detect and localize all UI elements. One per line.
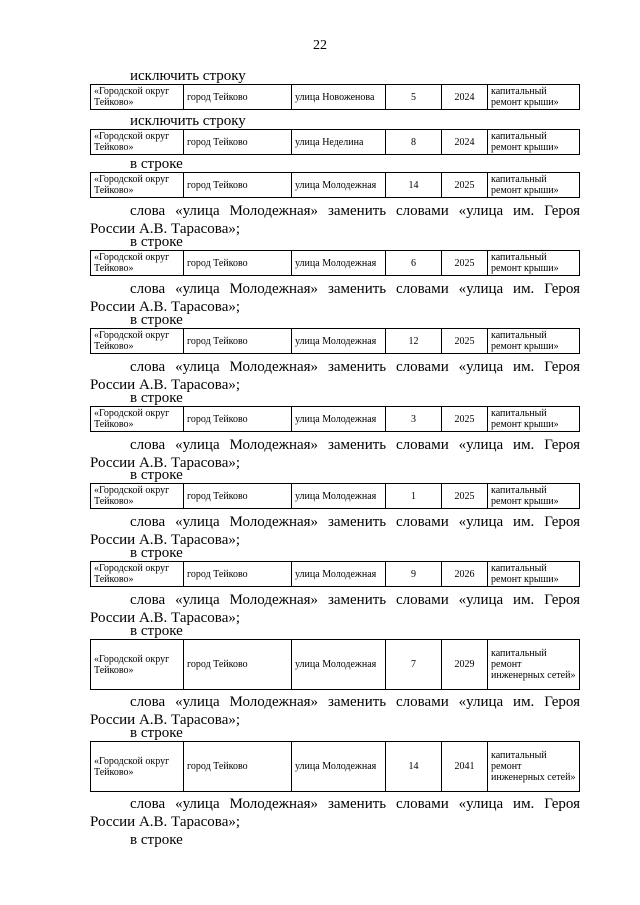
amendment-block	[90, 234, 580, 315]
cell-house: 3	[386, 407, 442, 432]
cell-work: капитальный ремонт крыши»	[488, 85, 580, 110]
amendment-block	[90, 467, 580, 548]
cell-city: город Тейково	[184, 562, 292, 587]
amendment-block	[90, 312, 580, 393]
cell-house: 7	[386, 640, 442, 690]
amendment-block	[90, 68, 580, 110]
amendment-block	[90, 390, 580, 471]
replace-text-cont: России А.В. Тарасова»;	[90, 455, 241, 471]
table-row	[90, 328, 580, 354]
cell-house: 8	[386, 130, 442, 155]
cell-house: 9	[386, 562, 442, 587]
cell-house: 12	[386, 329, 442, 354]
table-row	[90, 172, 580, 198]
cell-city: город Тейково	[184, 742, 292, 792]
cell-city: город Тейково	[184, 484, 292, 509]
cell-street: улица Новоженова	[292, 85, 386, 110]
amendment-block	[90, 725, 580, 848]
cell-year: 2025	[442, 407, 488, 432]
table-row	[90, 250, 580, 276]
cell-year: 2026	[442, 562, 488, 587]
cell-work: капитальный ремонт крыши»	[488, 562, 580, 587]
replace-text: слова «улица Молодежная» заменить словами «улица им. Героя	[130, 281, 580, 297]
instruction-text: в строке	[130, 156, 183, 172]
cell-district: «Городской округ Тейково»	[91, 130, 184, 155]
cell-year: 2025	[442, 173, 488, 198]
instruction-text: в строке	[130, 725, 183, 741]
cell-house: 14	[386, 742, 442, 792]
replace-text-cont: России А.В. Тарасова»;	[90, 814, 241, 830]
cell-work: капитальный ремонт крыши»	[488, 130, 580, 155]
replace-text: слова «улица Молодежная» заменить словами «улица им. Героя	[130, 514, 580, 530]
cell-street: улица Молодежная	[292, 173, 386, 198]
cell-work: капитальный ремонт инженерных сетей»	[488, 640, 580, 690]
cell-house: 1	[386, 484, 442, 509]
replace-text: слова «улица Молодежная» заменить словами «улица им. Героя	[130, 203, 580, 219]
cell-city: город Тейково	[184, 251, 292, 276]
amendment-block	[90, 623, 580, 728]
replace-text-cont: России А.В. Тарасова»;	[90, 610, 241, 626]
cell-district: «Городской округ Тейково»	[91, 407, 184, 432]
instruction-text: в строке	[130, 234, 183, 250]
table-row	[90, 483, 580, 509]
replace-text: слова «улица Молодежная» заменить словами «улица им. Героя	[130, 592, 580, 608]
amendment-block	[90, 156, 580, 237]
cell-work: капитальный ремонт крыши»	[488, 329, 580, 354]
cell-city: город Тейково	[184, 173, 292, 198]
cell-city: город Тейково	[184, 329, 292, 354]
cell-street: улица Молодежная	[292, 484, 386, 509]
cell-district: «Городской округ Тейково»	[91, 742, 184, 792]
cell-city: город Тейково	[184, 85, 292, 110]
cell-street: улица Молодежная	[292, 562, 386, 587]
cell-district: «Городской округ Тейково»	[91, 251, 184, 276]
cell-year: 2024	[442, 130, 488, 155]
cell-house: 6	[386, 251, 442, 276]
cell-district: «Городской округ Тейково»	[91, 640, 184, 690]
replace-text-cont: России А.В. Тарасова»;	[90, 532, 241, 548]
cell-city: город Тейково	[184, 640, 292, 690]
cell-year: 2025	[442, 251, 488, 276]
cell-street: улица Молодежная	[292, 742, 386, 792]
cell-street: улица Молодежная	[292, 640, 386, 690]
cell-year: 2025	[442, 329, 488, 354]
cell-work: капитальный ремонт крыши»	[488, 484, 580, 509]
cell-city: город Тейково	[184, 130, 292, 155]
table-row	[90, 639, 580, 690]
table-row	[90, 129, 580, 155]
cell-district: «Городской округ Тейково»	[91, 484, 184, 509]
instruction-text: в строке	[130, 623, 183, 639]
instruction-text: в строке	[130, 832, 183, 848]
cell-street: улица Неделина	[292, 130, 386, 155]
replace-text-cont: России А.В. Тарасова»;	[90, 299, 241, 315]
table-row	[90, 406, 580, 432]
cell-work: капитальный ремонт крыши»	[488, 173, 580, 198]
cell-district: «Городской округ Тейково»	[91, 329, 184, 354]
replace-text: слова «улица Молодежная» заменить словами «улица им. Героя	[130, 694, 580, 710]
cell-district: «Городской округ Тейково»	[91, 173, 184, 198]
replace-text-cont: России А.В. Тарасова»;	[90, 221, 241, 237]
replace-text: слова «улица Молодежная» заменить словами «улица им. Героя	[130, 437, 580, 453]
instruction-text: в строке	[130, 467, 183, 483]
cell-year: 2025	[442, 484, 488, 509]
table-row	[90, 561, 580, 587]
cell-district: «Городской округ Тейково»	[91, 85, 184, 110]
cell-year: 2024	[442, 85, 488, 110]
cell-work: капитальный ремонт крыши»	[488, 251, 580, 276]
table-row	[90, 741, 580, 792]
cell-house: 5	[386, 85, 442, 110]
replace-text-cont: России А.В. Тарасова»;	[90, 712, 241, 728]
cell-street: улица Молодежная	[292, 407, 386, 432]
cell-street: улица Молодежная	[292, 329, 386, 354]
page-number: 22	[313, 38, 327, 53]
amendment-block	[90, 113, 580, 155]
cell-city: город Тейково	[184, 407, 292, 432]
instruction-text: исключить строку	[130, 68, 246, 84]
cell-house: 14	[386, 173, 442, 198]
table-row	[90, 84, 580, 110]
instruction-text: исключить строку	[130, 113, 246, 129]
instruction-text: в строке	[130, 390, 183, 406]
replace-text: слова «улица Молодежная» заменить словами «улица им. Героя	[130, 796, 580, 812]
cell-work: капитальный ремонт инженерных сетей»	[488, 742, 580, 792]
cell-year: 2041	[442, 742, 488, 792]
replace-text: слова «улица Молодежная» заменить словами «улица им. Героя	[130, 359, 580, 375]
amendment-block	[90, 545, 580, 626]
cell-street: улица Молодежная	[292, 251, 386, 276]
replace-text-cont: России А.В. Тарасова»;	[90, 377, 241, 393]
cell-district: «Городской округ Тейково»	[91, 562, 184, 587]
instruction-text: в строке	[130, 545, 183, 561]
instruction-text: в строке	[130, 312, 183, 328]
cell-work: капитальный ремонт крыши»	[488, 407, 580, 432]
cell-year: 2029	[442, 640, 488, 690]
